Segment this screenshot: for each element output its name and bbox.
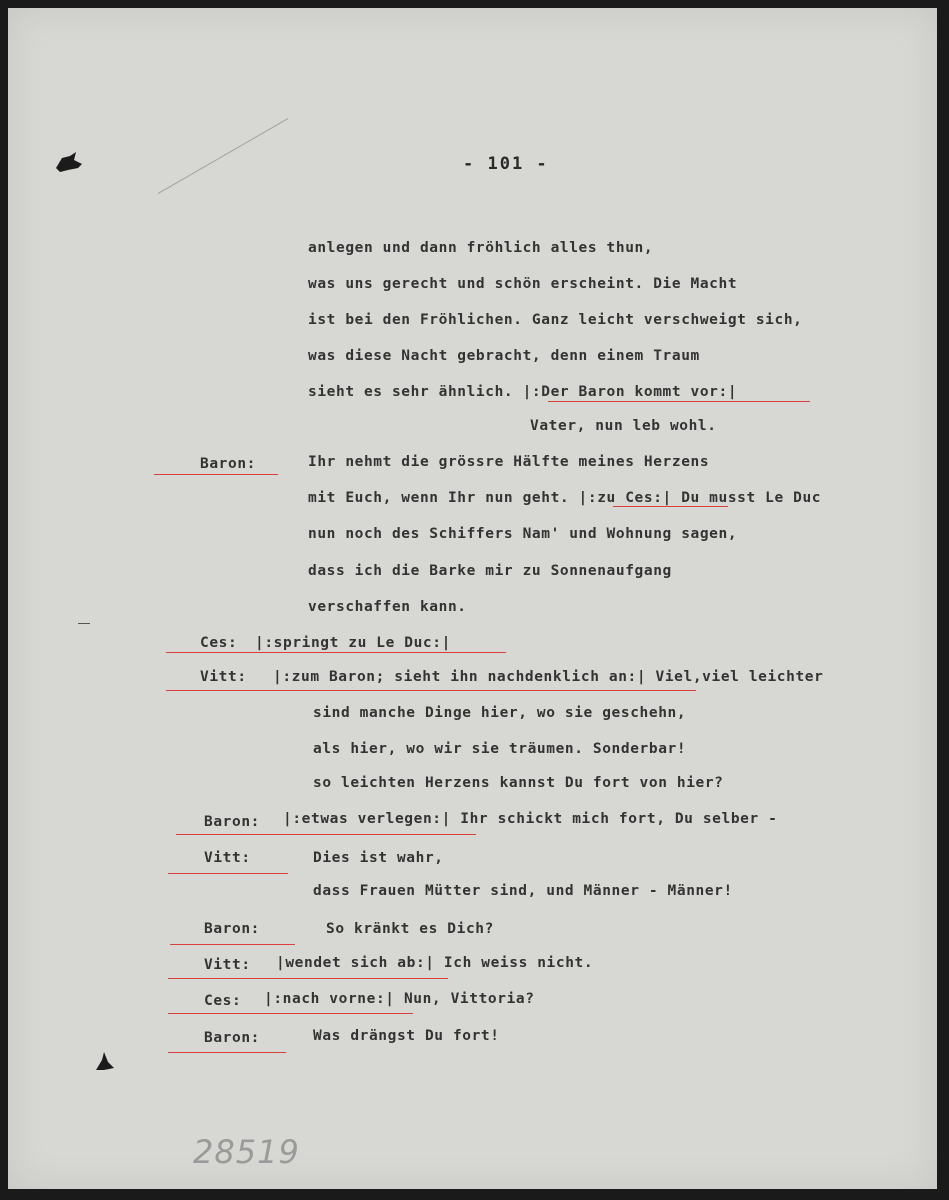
pencil-stroke	[158, 118, 288, 194]
speaker-label: Vitt:	[204, 957, 251, 973]
red-underline	[166, 690, 696, 691]
text-line: dass Frauen Mütter sind, und Männer - Männer!	[313, 883, 733, 899]
text-line: |:etwas verlegen:| Ihr schickt mich fort, Du selber -	[283, 811, 778, 827]
ink-blot-top	[52, 148, 92, 178]
document-page	[8, 8, 937, 1189]
red-underline	[613, 506, 728, 507]
red-underline	[154, 474, 278, 475]
text-line: sieht es sehr ähnlich. |:Der Baron kommt vor:|	[308, 384, 738, 400]
margin-tick	[78, 623, 90, 624]
speaker-label: Ces:	[204, 993, 242, 1009]
text-line: Dies ist wahr,	[313, 850, 444, 866]
text-line: So kränkt es Dich?	[326, 921, 494, 937]
archive-number: 28519	[193, 1133, 300, 1171]
text-line: |:zum Baron; sieht ihn nachdenklich an:| Viel,viel leichter	[273, 669, 824, 685]
text-line: mit Euch, wenn Ihr nun geht. |:zu Ces:| Du musst Le Duc	[308, 490, 822, 506]
text-line: Was drängst Du fort!	[313, 1028, 500, 1044]
text-line: Vater, nun leb wohl.	[530, 418, 717, 434]
text-line: |wendet sich ab:| Ich weiss nicht.	[276, 955, 594, 971]
red-underline	[168, 1052, 286, 1053]
red-underline	[176, 834, 476, 835]
page-number: - 101 -	[463, 154, 549, 174]
red-underline	[168, 978, 448, 979]
text-line: Ihr nehmt die grössre Hälfte meines Herzens	[308, 454, 710, 470]
speaker-label: Baron:	[204, 921, 260, 937]
red-underline	[168, 1013, 413, 1014]
text-line: was uns gerecht und schön erscheint. Die Macht	[308, 276, 738, 292]
red-underline	[170, 944, 295, 945]
speaker-label: Ces:	[200, 635, 238, 651]
red-underline	[166, 652, 506, 653]
ink-blot-bottom	[90, 1048, 120, 1078]
speaker-label: Baron:	[204, 1030, 260, 1046]
red-underline	[168, 873, 288, 874]
red-underline	[548, 401, 810, 402]
speaker-label: Vitt:	[200, 669, 247, 685]
text-line: sind manche Dinge hier, wo sie geschehn,	[313, 705, 687, 721]
text-line: |:springt zu Le Duc:|	[255, 635, 451, 651]
speaker-label: Vitt:	[204, 850, 251, 866]
text-line: dass ich die Barke mir zu Sonnenaufgang	[308, 563, 672, 579]
text-line: ist bei den Fröhlichen. Ganz leicht verschweigt sich,	[308, 312, 803, 328]
speaker-label: Baron:	[200, 456, 256, 472]
text-line: verschaffen kann.	[308, 599, 467, 615]
text-line: so leichten Herzens kannst Du fort von hier?	[313, 775, 724, 791]
text-line: nun noch des Schiffers Nam' und Wohnung sagen,	[308, 526, 738, 542]
text-line: anlegen und dann fröhlich alles thun,	[308, 240, 654, 256]
text-line: als hier, wo wir sie träumen. Sonderbar!	[313, 741, 687, 757]
speaker-label: Baron:	[204, 814, 260, 830]
text-line: |:nach vorne:| Nun, Vittoria?	[264, 991, 535, 1007]
text-line: was diese Nacht gebracht, denn einem Traum	[308, 348, 700, 364]
